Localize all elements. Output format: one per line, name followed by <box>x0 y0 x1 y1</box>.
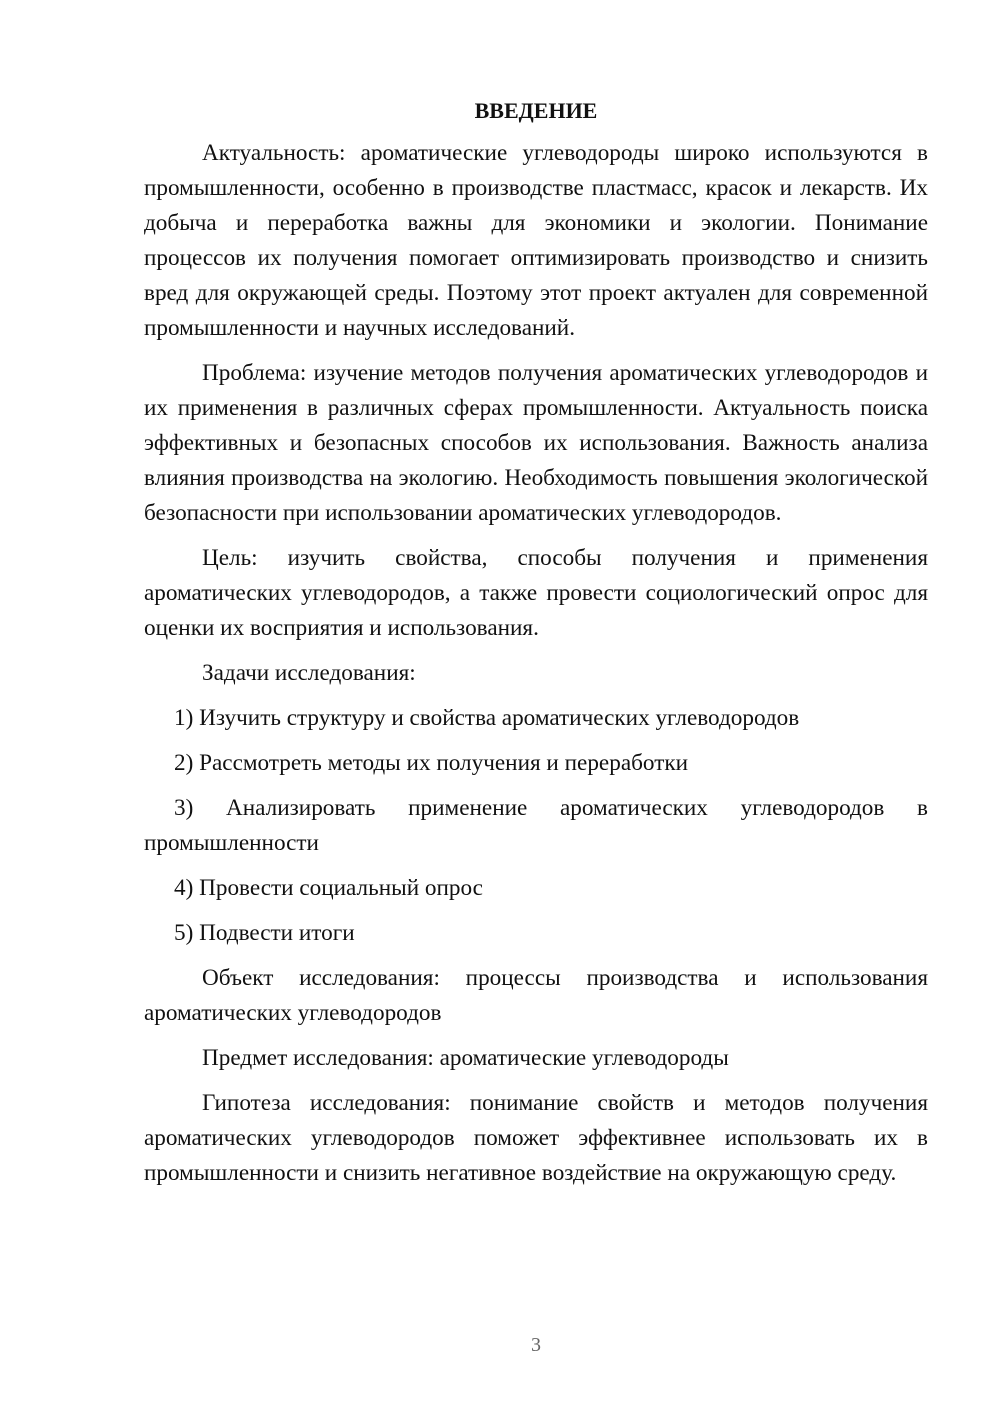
task-item-5: 5) Подвести итоги <box>174 920 355 946</box>
paragraph-hypothesis: Гипотеза исследования: понимание свойств и методов получения ароматических углеводородов поможет эффективнее использовать их в промышленности и снизить негативное воздействие на окружающую среду. <box>144 1090 928 1186</box>
task-item-2: 2) Рассмотреть методы их получения и переработки <box>174 750 689 776</box>
paragraph-goal: Цель: изучить свойства, способы получения и применения ароматических углеводородов, а также провести социологический опрос для оценки их восприятия и использования. <box>144 545 928 641</box>
task-item-1: 1) Изучить структуру и свойства ароматических углеводородов <box>174 705 800 731</box>
tasks-title: Задачи исследования: <box>202 660 416 686</box>
task-item-4: 4) Провести социальный опрос <box>174 875 483 901</box>
paragraph-object: Объект исследования: процессы производства и использования ароматических углеводородов <box>144 965 928 1026</box>
paragraph-relevance: Актуальность: ароматические углеводороды широко используются в промышленности, особенно в производстве пластмасс, красок и лекарств. Их добыча и переработка важны для экономики и экологии. Понимание процессов их получения помогает оптимизировать производство и снизить вред для окружающей среды. Поэтому этот проект актуален для современной промышленности и научных исследований. <box>144 140 928 341</box>
paragraph-subject: Предмет исследования: ароматические углеводороды <box>202 1045 729 1071</box>
paragraph-problem: Проблема: изучение методов получения ароматических углеводородов и их применения в различных сферах промышленности. Актуальность поиска эффективных и безопасных способов их использования. Важность анализа влияния производства на экологию. Необходимость повышения экологической безопасности при использовании ароматических углеводородов. <box>144 360 928 526</box>
section-heading: ВВЕДЕНИЕ <box>474 98 598 123</box>
task-item-3: 3) Анализировать применение ароматических углеводородов в промышленности <box>144 795 928 856</box>
page-number: 3 <box>531 1334 541 1356</box>
page-content <box>144 96 928 1201</box>
